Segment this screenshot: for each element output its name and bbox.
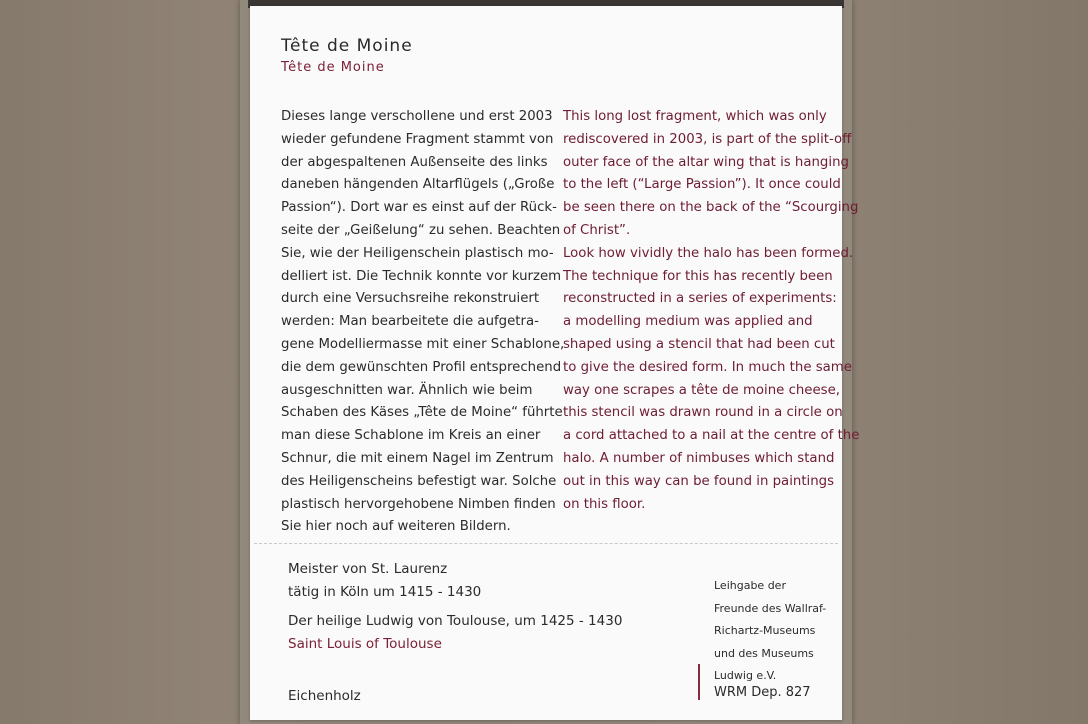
credit-accent-bar [698,664,700,700]
german-line: Schnur, die mit einem Nagel im Zentrum [281,450,554,466]
label-title: Tête de Moine [281,36,413,56]
credit-line: und des Museums [714,646,814,660]
german-line: der abgespaltenen Außenseite des links [281,154,548,170]
english-line: halo. A number of nimbuses which stand [563,450,835,466]
german-line: werden: Man bearbeitete die aufgetra- [281,314,539,330]
english-line: reconstructed in a series of experiments: [563,291,837,307]
inventory-number: WRM Dep. 827 [714,685,811,700]
label-subtitle: Tête de Moine [281,60,385,75]
german-line: wieder gefundene Fragment stammt von [281,131,554,147]
english-line: shaped using a stencil that had been cut [563,336,835,352]
english-line: rediscovered in 2003, is part of the split-off [563,131,852,147]
credit-line: Richartz-Museums [714,624,816,637]
english-line: way one scrapes a tête de moine cheese, [563,382,841,398]
german-line: Schaben des Käses „Tête de Moine“ führte [281,405,563,421]
german-text-column [281,106,565,539]
german-line: daneben hängenden Altarflügels („Große [281,177,555,193]
english-text-column [563,106,860,516]
artwork-title-german: Der heilige Ludwig von Toulouse, um 1425 - 1430 [288,613,623,629]
english-line: out in this way can be found in paintings [563,473,835,489]
german-line: delliert ist. Die Technik konnte vor kurzem [281,268,562,284]
credit-line: Ludwig e.V. [714,669,777,682]
german-line: seite der „Geißelung“ zu sehen. Beachten [281,222,561,238]
english-line: a cord attached to a nail at the centre of the [563,428,860,444]
artist-active-dates: tätig in Köln um 1415 - 1430 [288,583,482,600]
english-line: be seen there on the back of the “Scourging [563,200,859,216]
english-line: to the left (“Large Passion”). It once could [563,177,841,193]
german-line: gene Modelliermasse mit einer Schablone, [281,336,565,352]
credit-line-block [714,575,826,688]
section-divider [254,543,838,544]
english-line: of Christ”. [563,222,631,238]
german-line: Sie, wie der Heiligenschein plastisch mo- [281,245,554,261]
english-line: to give the desired form. In much the same [563,359,852,375]
german-line: des Heiligenscheins befestigt war. Solche [281,473,557,489]
material-text: Eichenholz [288,688,361,704]
german-line: man diese Schablone im Kreis an einer [281,428,541,444]
credit-line: Freunde des Wallraf- [714,601,827,615]
english-line: this stencil was drawn round in a circle on [563,405,843,421]
german-line: Sie hier noch auf weiteren Bildern. [281,519,511,535]
german-line: Dieses lange verschollene und erst 2003 [281,109,553,124]
artist-block [288,558,481,604]
english-line: Look how vividly the halo has been formed. [563,245,854,261]
german-line: die dem gewünschten Profil entsprechend [281,359,562,375]
artwork-title-english: Saint Louis of Toulouse [288,635,442,652]
english-line: This long lost fragment, which was only [563,109,827,124]
german-line: ausgeschnitten war. Ähnlich wie beim [281,382,533,398]
german-line: plastisch hervorgehobene Nimben finden [281,496,556,512]
german-line: durch eine Versuchsreihe rekonstruiert [281,291,540,307]
english-line: The technique for this has recently been [563,268,833,284]
english-line: a modelling medium was applied and [563,314,813,330]
english-line: on this floor. [563,496,646,512]
museum-label-card [250,6,860,720]
credit-line: Leihgabe der [714,579,786,592]
german-line: Passion“). Dort war es einst auf der Rück- [281,200,557,216]
english-line: outer face of the altar wing that is hanging [563,154,849,170]
artwork-block [288,610,622,656]
artist-name: Meister von St. Laurenz [288,561,448,577]
